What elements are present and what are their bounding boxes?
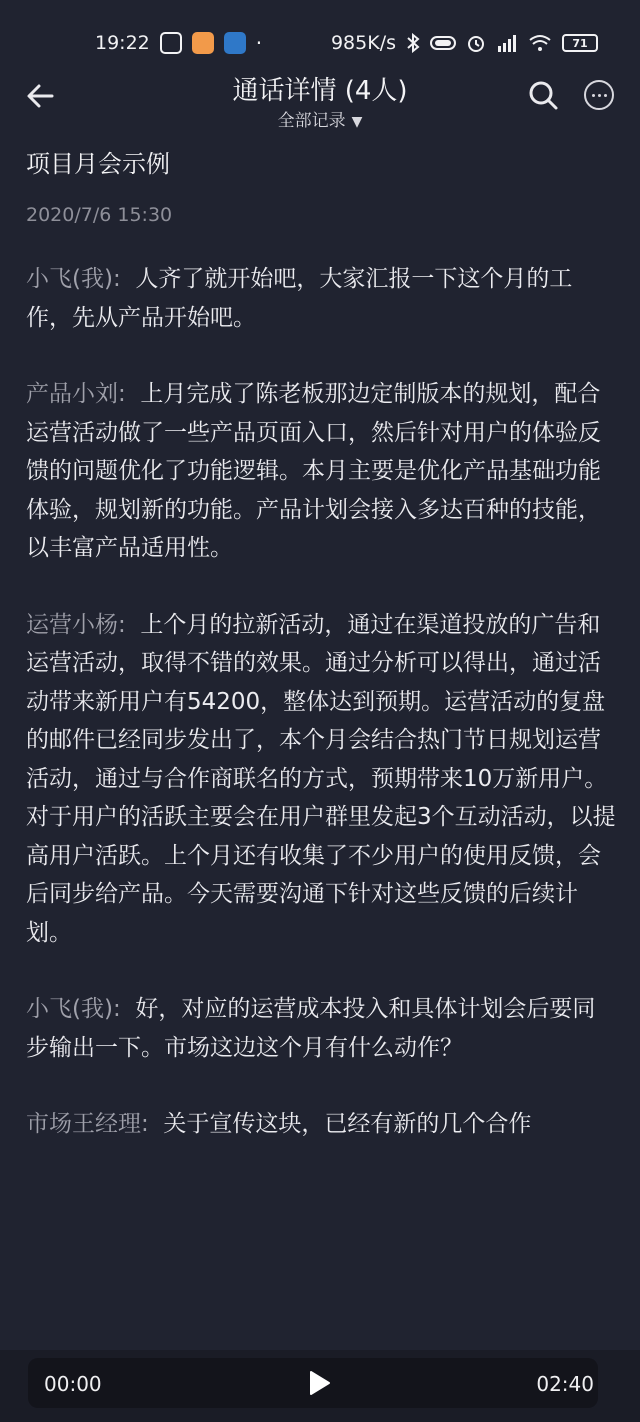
transcript-item [26, 606, 616, 953]
transcript-item [26, 260, 616, 337]
transcript-item [26, 1105, 616, 1144]
filter-label: 全部记录 [277, 111, 346, 131]
more-icon[interactable] [584, 80, 614, 110]
play-icon[interactable] [308, 1370, 332, 1396]
pill-icon [430, 35, 456, 51]
status-bar [0, 0, 640, 78]
status-time: 19:22 [95, 32, 150, 54]
speaker-name: 小飞(我): [26, 996, 121, 1022]
battery-level: 71 [572, 36, 588, 50]
app-notification-icon [192, 32, 214, 54]
speaker-name: 产品小刘: [26, 381, 126, 407]
more-notifications-icon: · [255, 31, 263, 55]
signal-icon [496, 34, 518, 52]
utterance-text: 上月完成了陈老板那边定制版本的规划，配合运营活动做了一些产品页面入口，然后针对用户的体验反馈的问题优化了功能逻辑。本月主要是优化产品基础功能体验，规划新的功能。产品计划会接入多达百种的技能，以丰富产品适用性。 [26, 381, 601, 561]
transcript-item [26, 375, 616, 568]
player-controls[interactable] [28, 1358, 598, 1408]
header [0, 70, 640, 130]
utterance-text: 关于宣传这块，已经有新的几个合作 [163, 1111, 532, 1137]
speaker-name: 小飞(我): [26, 266, 121, 292]
battery-icon [562, 34, 598, 52]
status-right [331, 32, 598, 54]
transcript-content[interactable] [26, 146, 616, 1346]
app-notification-icon [160, 32, 182, 54]
utterance-text: 好，对应的运营成本投入和具体计划会后要同步输出一下。市场这边这个月有什么动作？ [26, 996, 596, 1061]
record-title: 项目月会示例 [26, 150, 170, 178]
utterance-text: 人齐了就开始吧，大家汇报一下这个月的工作，先从产品开始吧。 [26, 266, 573, 331]
record-datetime: 2020/7/6 15:30 [26, 204, 173, 226]
search-icon[interactable] [526, 78, 560, 112]
bluetooth-icon [406, 33, 420, 53]
speaker-name: 运营小杨: [26, 611, 126, 638]
speaker-name: 市场王经理: [26, 1111, 149, 1137]
network-speed: 985K/s [330, 32, 396, 54]
wifi-icon [528, 34, 552, 52]
caret-down-icon: ▼ [351, 114, 363, 130]
utterance-text: 上个月的拉新活动，通过在渠道投放的广告和运营活动，取得不错的效果。通过分析可以得出，通过活动带来新用户有54200，整体达到预期。运营活动的复盘的邮件已经同步发出了，本个月会结合热门节日规划运营活动，通过与合作商联名的方式，预期带来10万新用户。对于用户的活跃主要会在用户群里发起3个互动活动，以提高用户活跃。上个月还有收集了不少用户的使用反馈，会后同步给产品。今天需要沟通下针对这些反馈的后续计划。 [26, 611, 616, 946]
transcript-list [26, 260, 616, 1144]
transcript-item [26, 990, 616, 1067]
app-notification-icon [224, 32, 246, 54]
total-time: 02:40 [536, 1372, 594, 1396]
alarm-icon [466, 33, 486, 53]
current-time: 00:00 [44, 1372, 102, 1396]
audio-player [0, 1350, 640, 1422]
page-title: 通话详情 (4人) [232, 76, 408, 106]
status-left [95, 31, 262, 55]
